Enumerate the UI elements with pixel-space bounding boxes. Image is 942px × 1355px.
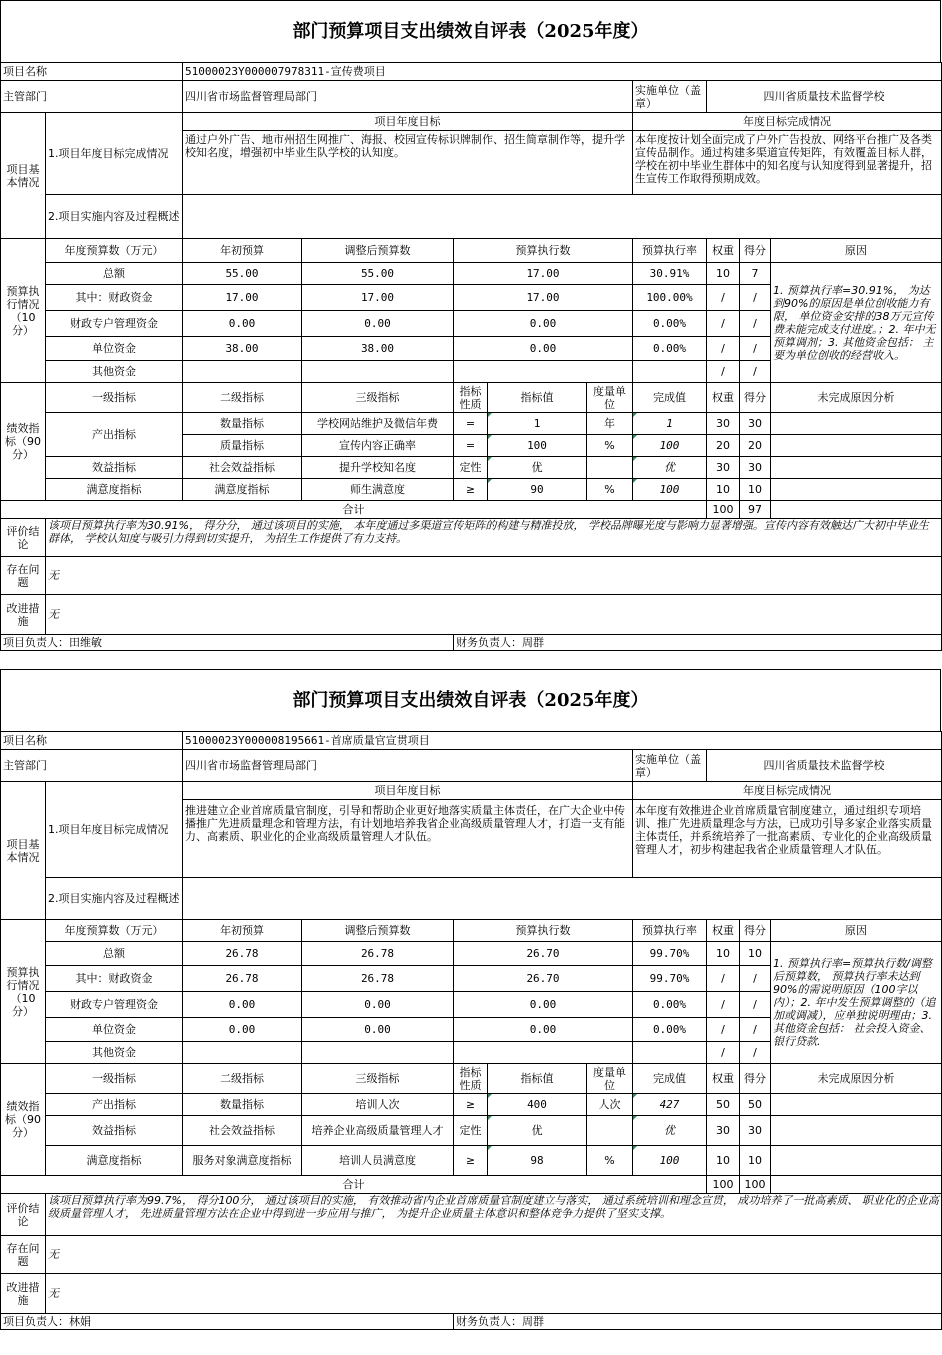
budget-cell: / bbox=[740, 337, 771, 361]
budget-cell: 0.00% bbox=[633, 992, 707, 1018]
perf-nature: = bbox=[454, 435, 488, 457]
perf-header: 指标值 bbox=[488, 1064, 587, 1094]
budget-header: 预算执行数 bbox=[454, 920, 633, 942]
budget-cell: 其他资金 bbox=[46, 1042, 183, 1064]
perf-nature: 定性 bbox=[454, 1116, 488, 1146]
budget-cell: 其中：财政资金 bbox=[46, 966, 183, 992]
item2-content bbox=[183, 878, 942, 920]
budget-cell bbox=[302, 361, 454, 383]
perf-l3: 提升学校知名度 bbox=[302, 457, 454, 479]
total-label: 合计 bbox=[1, 501, 707, 519]
perf-l2: 数量指标 bbox=[183, 1094, 302, 1116]
project-name-value: 51000023Y000008195661-首席质量官宣贯项目 bbox=[183, 732, 942, 750]
goal-header: 项目年度目标 bbox=[183, 113, 633, 131]
budget-cell: 0.00 bbox=[302, 992, 454, 1018]
eval-label: 评价结论 bbox=[1, 1194, 46, 1236]
perf-header: 三级指标 bbox=[302, 1064, 454, 1094]
budget-cell: / bbox=[707, 285, 740, 311]
budget-cell: 10 bbox=[707, 942, 740, 966]
perf-header: 二级指标 bbox=[183, 383, 302, 413]
budget-cell: 财政专户管理资金 bbox=[46, 311, 183, 337]
budget-cell: 财政专户管理资金 bbox=[46, 992, 183, 1018]
perf-weight: 50 bbox=[707, 1094, 740, 1116]
perf-weight: 30 bbox=[707, 1116, 740, 1146]
perf-label: 绩效指标（90分） bbox=[1, 383, 46, 501]
budget-cell: 26.78 bbox=[302, 966, 454, 992]
budget-cell: 17.00 bbox=[454, 285, 633, 311]
item1-goal: 推进建立企业首席质量官制度，引导和帮助企业更好地落实质量主体责任，在广大企业中传播推广先进质量理念和管理方法，有计划地培养我省企业高级质量管理人才，打造一支有能力、高素质、职业化的企业高级质量管理人才队伍。 bbox=[183, 800, 633, 878]
budget-label: 预算执行情况（10分） bbox=[1, 239, 46, 383]
total-score: 97 bbox=[740, 501, 771, 519]
problem-label: 存在问题 bbox=[1, 1236, 46, 1274]
budget-cell: 其中：财政资金 bbox=[46, 285, 183, 311]
perf-score: 20 bbox=[740, 435, 771, 457]
budget-cell: / bbox=[707, 311, 740, 337]
dept-value: 四川省市场监督管理局部门 bbox=[183, 81, 633, 113]
perf-value: 优 bbox=[488, 1116, 587, 1146]
item1-label: 1.项目年度目标完成情况 bbox=[46, 782, 183, 878]
perf-reason bbox=[771, 435, 942, 457]
perf-nature: 定性 bbox=[454, 457, 488, 479]
budget-cell: 99.70% bbox=[633, 942, 707, 966]
item1-completion: 本年度有效推进企业首席质量官制度建立，通过组织专项培训、推广先进质量理念与方法，已成功引导多家企业落实质量主体责任，并系统培养了一批高素质、专业化的企业高级质量管理人才，初步构建起我省企业质量管理人才队伍。 bbox=[633, 800, 942, 878]
perf-l3: 培训人次 bbox=[302, 1094, 454, 1116]
perf-header: 二级指标 bbox=[183, 1064, 302, 1094]
budget-cell: 26.70 bbox=[454, 966, 633, 992]
eval-label: 评价结论 bbox=[1, 519, 46, 557]
perf-l2: 满意度指标 bbox=[183, 479, 302, 501]
perf-header: 度量单位 bbox=[587, 1064, 633, 1094]
budget-cell: / bbox=[707, 337, 740, 361]
budget-cell: 0.00 bbox=[454, 337, 633, 361]
budget-cell: 总额 bbox=[46, 263, 183, 285]
eval-text: 该项目预算执行率为30.91%， 得分分， 通过该项目的实施， 本年度通过多渠道宣传矩阵的构建与精准投放， 学校品牌曝光度与影响力显著增强。宣传内容有效触达广大初中毕业生群体， 学校认知度与吸引力得到切实提升， 为招生工作提供了有力支持。 bbox=[46, 519, 942, 557]
problem-text: 无 bbox=[46, 1236, 942, 1274]
perf-header: 三级指标 bbox=[302, 383, 454, 413]
budget-cell bbox=[183, 361, 302, 383]
budget-header: 年初预算 bbox=[183, 239, 302, 263]
perf-l1: 满意度指标 bbox=[46, 1146, 183, 1176]
perf-score: 30 bbox=[740, 1116, 771, 1146]
budget-cell: / bbox=[740, 311, 771, 337]
perf-unit bbox=[587, 457, 633, 479]
unit-value: 四川省质量技术监督学校 bbox=[707, 750, 942, 782]
total-blank bbox=[771, 1176, 942, 1194]
budget-cell bbox=[454, 361, 633, 383]
perf-l1: 效益指标 bbox=[46, 457, 183, 479]
budget-reason: 1. 预算执行率=预算执行数/调整后预算数， 预算执行率未达到90%的需说明原因（100字以内）；2. 年中发生预算调整的（追加或调减），应单独说明理由；3. 其他资金包括： 社会投入资金、 银行贷款. bbox=[771, 942, 942, 1064]
unit-value: 四川省质量技术监督学校 bbox=[707, 81, 942, 113]
perf-header: 度量单位 bbox=[587, 383, 633, 413]
project-name-label: 项目名称 bbox=[1, 732, 183, 750]
perf-done: 100 bbox=[633, 479, 707, 501]
form-title: 部门预算项目支出绩效自评表（2025年度） bbox=[0, 0, 941, 62]
budget-header: 权重 bbox=[707, 239, 740, 263]
problem-label: 存在问题 bbox=[1, 557, 46, 595]
perf-header: 完成值 bbox=[633, 383, 707, 413]
perf-weight: 30 bbox=[707, 457, 740, 479]
budget-cell: 17.00 bbox=[302, 285, 454, 311]
budget-cell: 0.00% bbox=[633, 337, 707, 361]
budget-header: 年度预算数（万元） bbox=[46, 239, 183, 263]
perf-reason bbox=[771, 457, 942, 479]
perf-unit: % bbox=[587, 479, 633, 501]
budget-cell: 26.78 bbox=[183, 942, 302, 966]
perf-reason bbox=[771, 413, 942, 435]
budget-cell bbox=[633, 1042, 707, 1064]
perf-value: 100 bbox=[488, 435, 587, 457]
perf-l1: 产出指标 bbox=[46, 1094, 183, 1116]
perf-header: 指标性质 bbox=[454, 1064, 488, 1094]
budget-cell: / bbox=[740, 285, 771, 311]
perf-row bbox=[1, 457, 942, 479]
perf-header: 完成值 bbox=[633, 1064, 707, 1094]
budget-cell: / bbox=[740, 992, 771, 1018]
budget-cell: 0.00 bbox=[302, 1018, 454, 1042]
budget-cell: 26.78 bbox=[302, 942, 454, 966]
budget-cell: / bbox=[740, 1042, 771, 1064]
budget-cell: / bbox=[707, 992, 740, 1018]
unit-label: 实施单位（盖章） bbox=[633, 81, 707, 113]
budget-cell: 10 bbox=[740, 942, 771, 966]
spacer bbox=[0, 651, 942, 669]
total-label: 合计 bbox=[1, 1176, 707, 1194]
form-1 bbox=[0, 0, 941, 651]
fix-label: 改进措施 bbox=[1, 595, 46, 635]
basic-info-label: 项目基本情况 bbox=[1, 782, 46, 920]
budget-cell: 其他资金 bbox=[46, 361, 183, 383]
project-name-value: 51000023Y000007978311-宣传费项目 bbox=[183, 63, 942, 81]
perf-row bbox=[1, 1094, 942, 1116]
form-table bbox=[0, 731, 942, 1330]
budget-header: 权重 bbox=[707, 920, 740, 942]
budget-cell: 0.00 bbox=[454, 1018, 633, 1042]
budget-cell: 55.00 bbox=[183, 263, 302, 285]
perf-header: 得分 bbox=[740, 1064, 771, 1094]
budget-cell: 38.00 bbox=[183, 337, 302, 361]
perf-value: 1 bbox=[488, 413, 587, 435]
budget-header: 原因 bbox=[771, 239, 942, 263]
perf-done: 1 bbox=[633, 413, 707, 435]
budget-cell bbox=[454, 1042, 633, 1064]
perf-nature: ≥ bbox=[454, 1146, 488, 1176]
perf-header: 得分 bbox=[740, 383, 771, 413]
problem-text: 无 bbox=[46, 557, 942, 595]
budget-header: 得分 bbox=[740, 920, 771, 942]
budget-cell: / bbox=[707, 966, 740, 992]
budget-cell: / bbox=[740, 361, 771, 383]
perf-l2: 社会效益指标 bbox=[183, 1116, 302, 1146]
budget-cell: 0.00 bbox=[454, 311, 633, 337]
form-table bbox=[0, 62, 942, 651]
perf-l3: 宣传内容正确率 bbox=[302, 435, 454, 457]
perf-l1: 效益指标 bbox=[46, 1116, 183, 1146]
budget-header: 年初预算 bbox=[183, 920, 302, 942]
completion-header: 年度目标完成情况 bbox=[633, 782, 942, 800]
budget-cell: / bbox=[740, 1018, 771, 1042]
perf-row bbox=[1, 479, 942, 501]
budget-cell: 0.00 bbox=[183, 1018, 302, 1042]
fix-label: 改进措施 bbox=[1, 1274, 46, 1314]
item2-content bbox=[183, 195, 942, 239]
item2-label: 2.项目实施内容及过程概述 bbox=[46, 878, 183, 920]
perf-l3: 培训人员满意度 bbox=[302, 1146, 454, 1176]
perf-weight: 10 bbox=[707, 479, 740, 501]
unit-label: 实施单位（盖章） bbox=[633, 750, 707, 782]
form-2 bbox=[0, 669, 941, 1330]
budget-cell: / bbox=[707, 361, 740, 383]
perf-unit: % bbox=[587, 435, 633, 457]
perf-weight: 20 bbox=[707, 435, 740, 457]
budget-cell: 0.00 bbox=[454, 992, 633, 1018]
perf-reason bbox=[771, 1094, 942, 1116]
budget-cell bbox=[633, 361, 707, 383]
perf-header: 一级指标 bbox=[46, 1064, 183, 1094]
perf-score: 50 bbox=[740, 1094, 771, 1116]
perf-score: 30 bbox=[740, 457, 771, 479]
perf-value: 90 bbox=[488, 479, 587, 501]
budget-header: 调整后预算数 bbox=[302, 239, 454, 263]
lead-label: 项目负责人：田维敏 bbox=[1, 635, 454, 651]
budget-reason: 1. 预算执行率=30.91%， 为达到90%的原因是单位创收能力有限， 单位资金安排的38万元宣传费未能完成支付进度。；2. 年中无预算调剂；3. 其他资金包括： 主要为单位创收的经营收入。 bbox=[771, 263, 942, 383]
perf-value: 400 bbox=[488, 1094, 587, 1116]
budget-cell: 单位资金 bbox=[46, 1018, 183, 1042]
item1-goal: 通过户外广告、地市州招生网推广、海报、校园宣传标识牌制作、招生简章制作等，提升学校知名度，增强初中毕业生队学校的认知度。 bbox=[183, 131, 633, 195]
budget-cell bbox=[302, 1042, 454, 1064]
dept-label: 主管部门 bbox=[1, 81, 183, 113]
eval-text: 该项目预算执行率为99.7%， 得分100分， 通过该项目的实施， 有效推动省内企业首席质量官制度建立与落实， 通过系统培训和理念宣贯， 成功培养了一批高素质、 职业化的企业高级质量管理人才， 先进质量管理方法在企业中得到进一步应用与推广， 为提升企业质量主体意识和整体竞争力提供了坚实支撑。 bbox=[46, 1194, 942, 1236]
fix-text: 无 bbox=[46, 1274, 942, 1314]
dept-label: 主管部门 bbox=[1, 750, 183, 782]
perf-l2: 数量指标 bbox=[183, 413, 302, 435]
budget-cell: 0.00 bbox=[183, 311, 302, 337]
perf-weight: 30 bbox=[707, 413, 740, 435]
budget-cell: 26.78 bbox=[183, 966, 302, 992]
budget-cell: 30.91% bbox=[633, 263, 707, 285]
budget-cell: / bbox=[740, 966, 771, 992]
budget-label: 预算执行情况（10分） bbox=[1, 920, 46, 1064]
dept-value: 四川省市场监督管理局部门 bbox=[183, 750, 633, 782]
perf-l1: 满意度指标 bbox=[46, 479, 183, 501]
completion-header: 年度目标完成情况 bbox=[633, 113, 942, 131]
budget-cell: 0.00% bbox=[633, 311, 707, 337]
perf-header: 一级指标 bbox=[46, 383, 183, 413]
budget-cell: 单位资金 bbox=[46, 337, 183, 361]
budget-cell: 0.00 bbox=[183, 992, 302, 1018]
budget-cell: / bbox=[707, 1018, 740, 1042]
perf-header: 未完成原因分析 bbox=[771, 1064, 942, 1094]
total-weight: 100 bbox=[707, 1176, 740, 1194]
perf-done: 优 bbox=[633, 1116, 707, 1146]
perf-l3: 培养企业高级质量管理人才 bbox=[302, 1116, 454, 1146]
budget-cell: 100.00% bbox=[633, 285, 707, 311]
perf-value: 98 bbox=[488, 1146, 587, 1176]
item2-label: 2.项目实施内容及过程概述 bbox=[46, 195, 183, 239]
perf-unit: 年 bbox=[587, 413, 633, 435]
goal-header: 项目年度目标 bbox=[183, 782, 633, 800]
budget-cell: / bbox=[707, 1042, 740, 1064]
budget-cell: 38.00 bbox=[302, 337, 454, 361]
perf-row bbox=[1, 413, 942, 435]
budget-header: 预算执行率 bbox=[633, 920, 707, 942]
perf-label: 绩效指标（90分） bbox=[1, 1064, 46, 1176]
perf-reason bbox=[771, 1116, 942, 1146]
perf-unit: % bbox=[587, 1146, 633, 1176]
budget-cell: 55.00 bbox=[302, 263, 454, 285]
item1-completion: 本年度按计划全面完成了户外广告投放、网络平台推广及各类宣传品制作。通过构建多渠道宣传矩阵，有效覆盖目标人群，学校在初中毕业生群体中的知名度与认知度得到显著提升，招生宣传工作取得预期成效。 bbox=[633, 131, 942, 195]
perf-nature: = bbox=[454, 413, 488, 435]
budget-cell: 总额 bbox=[46, 942, 183, 966]
perf-score: 10 bbox=[740, 1146, 771, 1176]
finance-label: 财务负责人：周群 bbox=[454, 1314, 942, 1330]
fix-text: 无 bbox=[46, 595, 942, 635]
budget-cell: 0.00 bbox=[302, 311, 454, 337]
total-weight: 100 bbox=[707, 501, 740, 519]
perf-score: 10 bbox=[740, 479, 771, 501]
perf-done: 100 bbox=[633, 1146, 707, 1176]
perf-l2: 质量指标 bbox=[183, 435, 302, 457]
perf-reason bbox=[771, 479, 942, 501]
perf-unit: 人次 bbox=[587, 1094, 633, 1116]
basic-info-label: 项目基本情况 bbox=[1, 113, 46, 239]
budget-cell: 17.00 bbox=[183, 285, 302, 311]
perf-score: 30 bbox=[740, 413, 771, 435]
perf-header: 权重 bbox=[707, 383, 740, 413]
budget-header: 年度预算数（万元） bbox=[46, 920, 183, 942]
perf-done: 100 bbox=[633, 435, 707, 457]
lead-label: 项目负责人：林娟 bbox=[1, 1314, 454, 1330]
item1-label: 1.项目年度目标完成情况 bbox=[46, 113, 183, 195]
budget-cell: 99.70% bbox=[633, 966, 707, 992]
budget-cell: 0.00% bbox=[633, 1018, 707, 1042]
perf-header: 指标性质 bbox=[454, 383, 488, 413]
budget-header: 调整后预算数 bbox=[302, 920, 454, 942]
budget-cell: 10 bbox=[707, 263, 740, 285]
budget-header: 得分 bbox=[740, 239, 771, 263]
perf-l3: 师生满意度 bbox=[302, 479, 454, 501]
budget-cell: 7 bbox=[740, 263, 771, 285]
budget-cell: 26.70 bbox=[454, 942, 633, 966]
perf-header: 指标值 bbox=[488, 383, 587, 413]
budget-header: 预算执行数 bbox=[454, 239, 633, 263]
perf-done: 427 bbox=[633, 1094, 707, 1116]
budget-cell: 17.00 bbox=[454, 263, 633, 285]
perf-weight: 10 bbox=[707, 1146, 740, 1176]
total-score: 100 bbox=[740, 1176, 771, 1194]
perf-header: 未完成原因分析 bbox=[771, 383, 942, 413]
form-title: 部门预算项目支出绩效自评表（2025年度） bbox=[0, 669, 941, 731]
finance-label: 财务负责人：周群 bbox=[454, 635, 942, 651]
perf-l3: 学校网站维护及微信年费 bbox=[302, 413, 454, 435]
project-name-label: 项目名称 bbox=[1, 63, 183, 81]
perf-l2: 服务对象满意度指标 bbox=[183, 1146, 302, 1176]
perf-nature: ≥ bbox=[454, 1094, 488, 1116]
budget-header: 预算执行率 bbox=[633, 239, 707, 263]
perf-header: 权重 bbox=[707, 1064, 740, 1094]
perf-reason bbox=[771, 1146, 942, 1176]
total-blank bbox=[771, 501, 942, 519]
perf-row bbox=[1, 1146, 942, 1176]
budget-header: 原因 bbox=[771, 920, 942, 942]
perf-value: 优 bbox=[488, 457, 587, 479]
budget-cell bbox=[183, 1042, 302, 1064]
budget-row bbox=[1, 263, 942, 285]
perf-done: 优 bbox=[633, 457, 707, 479]
perf-row bbox=[1, 1116, 942, 1146]
budget-row bbox=[1, 942, 942, 966]
perf-l2: 社会效益指标 bbox=[183, 457, 302, 479]
perf-nature: ≥ bbox=[454, 479, 488, 501]
perf-l1: 产出指标 bbox=[46, 413, 183, 457]
perf-unit bbox=[587, 1116, 633, 1146]
